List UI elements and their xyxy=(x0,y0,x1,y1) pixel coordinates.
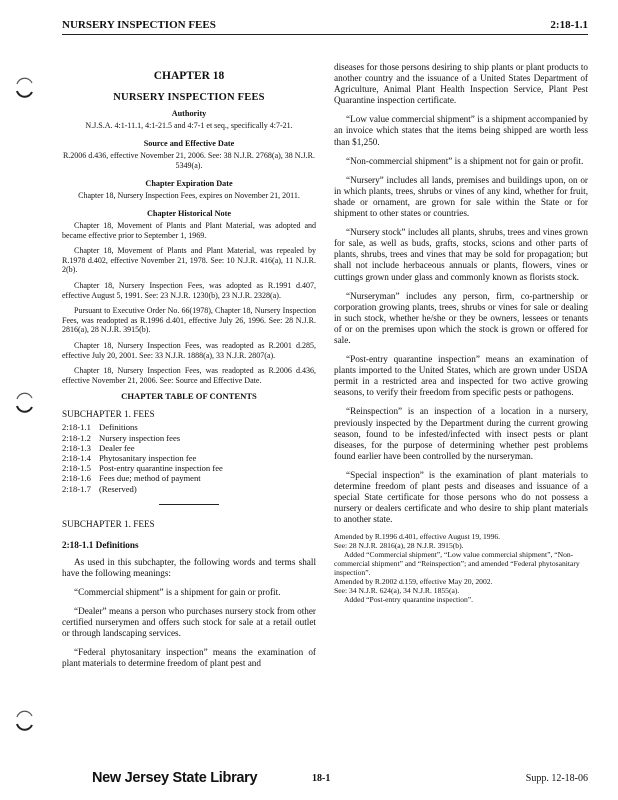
definition-paragraph: “Nurseryman” includes any person, firm, co-partnership or corporation growing plants, trees, shrubs or vines for sale or dealing in such stock, whether he/she or they be owners, lessees or tenants of or on the premises upon which the stock is grown or offered for sale. xyxy=(334,290,588,345)
definition-paragraph: “Post-entry quarantine inspection” means an examination of plants imported to the United States, which are grown under USDA permit in a restricted area and inspected for two active growing seasons, to verify their freedom from specific pests or pathogens. xyxy=(334,354,588,398)
definition-paragraph: “Reinspection” is an inspection of a location in a nursery, previously inspected by the Department during the current growing season, found to be infested/infected with insect pests or plant diseases, for the purpose of determining whether pest problems found earlier have been controlled by the nurseryman. xyxy=(334,406,588,461)
toc-title: CHAPTER TABLE OF CONTENTS xyxy=(121,391,257,402)
toc-title-text: Fees due; method of payment xyxy=(99,473,201,484)
binder-hole-icon xyxy=(12,75,36,99)
toc-entry xyxy=(62,484,316,494)
definition-paragraph: “Low value commercial shipment” is a shipment accompanied by an invoice which states that the items being shipped are worth less than $1,250. xyxy=(334,114,588,147)
historical-note: Pursuant to Executive Order No. 66(1978), Chapter 18, Nursery Inspection Fees, was readopted as R.1996 d.401, effective July 26, 1996. See: 28 N.J.R. 2816(a), 28 N.J.R. 3915(b). xyxy=(62,306,316,335)
amendment-line: Amended by R.2002 d.159, effective May 20, 2002. xyxy=(334,576,493,586)
toc-number: 2:18-1.2 xyxy=(62,432,91,443)
toc-title-text: (Reserved) xyxy=(99,483,137,494)
amendment-line: Amended by R.1996 d.401, effective August 19, 1996. xyxy=(334,532,501,542)
binder-hole-icon xyxy=(12,390,36,414)
library-watermark: New Jersey State Library xyxy=(92,770,258,786)
section-divider xyxy=(159,504,219,505)
table-of-contents xyxy=(62,422,316,493)
source-text: R.2006 d.436, effective November 21, 2006. See: 38 N.J.R. 2768(a), 38 N.J.R. 5349(a). xyxy=(62,151,316,170)
definition-paragraph: “Dealer” means a person who purchases nursery stock from other certified nurserymen and offers such stock for sale at a retail outlet or through landscaping services. xyxy=(62,606,316,639)
section-heading: 2:18-1.1 Definitions xyxy=(62,539,139,550)
historical-note: Chapter 18, Nursery Inspection Fees, was readopted as R.2006 d.436, effective November 21, 2006. See: Source and Effective Date. xyxy=(62,366,316,385)
amendment-notes xyxy=(334,533,588,604)
amendment-line: Added “Commercial shipment”, “Low value commercial shipment”, “Non-commercial shipment” and “Reinspection”; and amended “Federal phytosanitary inspection”. xyxy=(334,550,580,577)
historical-note: Chapter 18, Nursery Inspection Fees, was adopted as R.1991 d.407, effective August 5, 1991. See: 23 N.J.R. 1230(b), 23 N.J.R. 2328(a). xyxy=(62,280,316,300)
source-heading: Source and Effective Date xyxy=(143,139,235,148)
toc-entry xyxy=(62,433,316,443)
amendment-line: Added “Post-entry quarantine inspection”. xyxy=(344,594,474,604)
amendment-line: See: 28 N.J.R. 2816(a), 28 N.J.R. 3915(b). xyxy=(334,541,464,551)
toc-title-text: Phytosanitary inspection fee xyxy=(99,452,197,463)
historical-note: Chapter 18, Movement of Plants and Plant Material, was repealed by R.1978 d.402, effective November 21, 1978. See: 10 N.J.R. 416(a), 11 N.J.R. 2(b). xyxy=(62,246,316,275)
definition-paragraph: “Commercial shipment” is a shipment for gain or profit. xyxy=(74,586,281,597)
page-footer xyxy=(62,770,588,790)
header-section-number: 2:18-1.1 xyxy=(550,19,588,31)
historical-heading: Chapter Historical Note xyxy=(147,209,231,218)
toc-number: 2:18-1.5 xyxy=(62,463,91,474)
toc-number: 2:18-1.6 xyxy=(62,473,91,484)
toc-number: 2:18-1.7 xyxy=(62,483,91,494)
authority-heading: Authority xyxy=(171,109,207,118)
toc-subchapter: SUBCHAPTER 1. FEES xyxy=(62,409,155,420)
toc-entry xyxy=(62,443,316,453)
binder-hole-icon xyxy=(12,708,36,732)
toc-title-text: Post-entry quarantine inspection fee xyxy=(99,463,223,474)
definition-paragraph: “Federal phytosanitary inspection” means the examination of plant materials to determine freedom of plant pest and xyxy=(62,647,316,669)
definition-paragraph: “Special inspection” is the examination of plant materials to determine freedom of plant pests and diseases and issuance of a special State certificate for those persons who do not possess a nursery or dealers certificate and who desire to ship plant materials to another state. xyxy=(334,469,588,525)
toc-entry xyxy=(62,453,316,463)
right-column xyxy=(334,62,588,605)
historical-note: Chapter 18, Movement of Plants and Plant Material, was adopted and became effective prior to September 1, 1969. xyxy=(62,221,316,240)
running-header xyxy=(62,18,588,35)
toc-title-text: Dealer fee xyxy=(99,442,135,453)
subchapter-heading: SUBCHAPTER 1. FEES xyxy=(62,518,155,529)
definition-paragraph: diseases for those persons desiring to ship plants or plant products to another country and the issuance of a United States Department of Agriculture, Animal Plant Health Inspection Service, Plant Pest Quarantine inspection certificate. xyxy=(334,62,588,106)
toc-number: 2:18-1.3 xyxy=(62,442,91,453)
chapter-name: NURSERY INSPECTION FEES xyxy=(113,92,265,103)
toc-title-text: Nursery inspection fees xyxy=(99,432,181,443)
amendment-line: See: 34 N.J.R. 624(a), 34 N.J.R. 1855(a). xyxy=(334,585,460,595)
definition-paragraph: “Nursery” includes all lands, premises and buildings upon, on or in which plants, trees, shrubs or vines of any kind, whether for fruit, shade or ornament, are grown for sale within the State or for shipment to other states or countries. xyxy=(334,174,588,219)
toc-number: 2:18-1.1 xyxy=(62,422,91,433)
supplement-date: Supp. 12-18-06 xyxy=(525,773,588,784)
page-number: 18-1 xyxy=(312,773,331,784)
expiration-heading: Chapter Expiration Date xyxy=(145,179,233,188)
historical-note: Chapter 18, Nursery Inspection Fees, was readopted as R.2001 d.285, effective July 20, 2001. See: 33 N.J.R. 1888(a), 33 N.J.R. 2807(a). xyxy=(62,340,316,360)
toc-entry xyxy=(62,422,316,432)
definition-paragraph: “Nursery stock” includes all plants, shrubs, trees and vines grown for sale, as well as buds, grafts, stocks, scions and other parts of plants, shrubs, trees and vines that may be sold for propagation; but shall not include herbaceous annuals or plants, flowers, vines or cuttings grown under glass and commonly known as florists stock. xyxy=(334,227,588,282)
authority-text: N.J.S.A. 4:1-11.1, 4:1-21.5 and 4:7-1 et seq., specifically 4:7-21. xyxy=(85,121,293,130)
chapter-number: CHAPTER 18 xyxy=(153,70,225,82)
header-title: NURSERY INSPECTION FEES xyxy=(62,19,216,31)
expiration-text: Chapter 18, Nursery Inspection Fees, expires on November 21, 2011. xyxy=(78,191,300,200)
toc-entry xyxy=(62,463,316,473)
toc-number: 2:18-1.4 xyxy=(62,452,91,463)
toc-title-text: Definitions xyxy=(99,422,138,433)
definition-paragraph: “Non-commercial shipment” is a shipment not for gain or profit. xyxy=(346,155,584,166)
left-column xyxy=(62,62,316,677)
toc-entry xyxy=(62,473,316,483)
body-paragraph: As used in this subchapter, the following words and terms shall have the following meanings: xyxy=(62,556,316,578)
